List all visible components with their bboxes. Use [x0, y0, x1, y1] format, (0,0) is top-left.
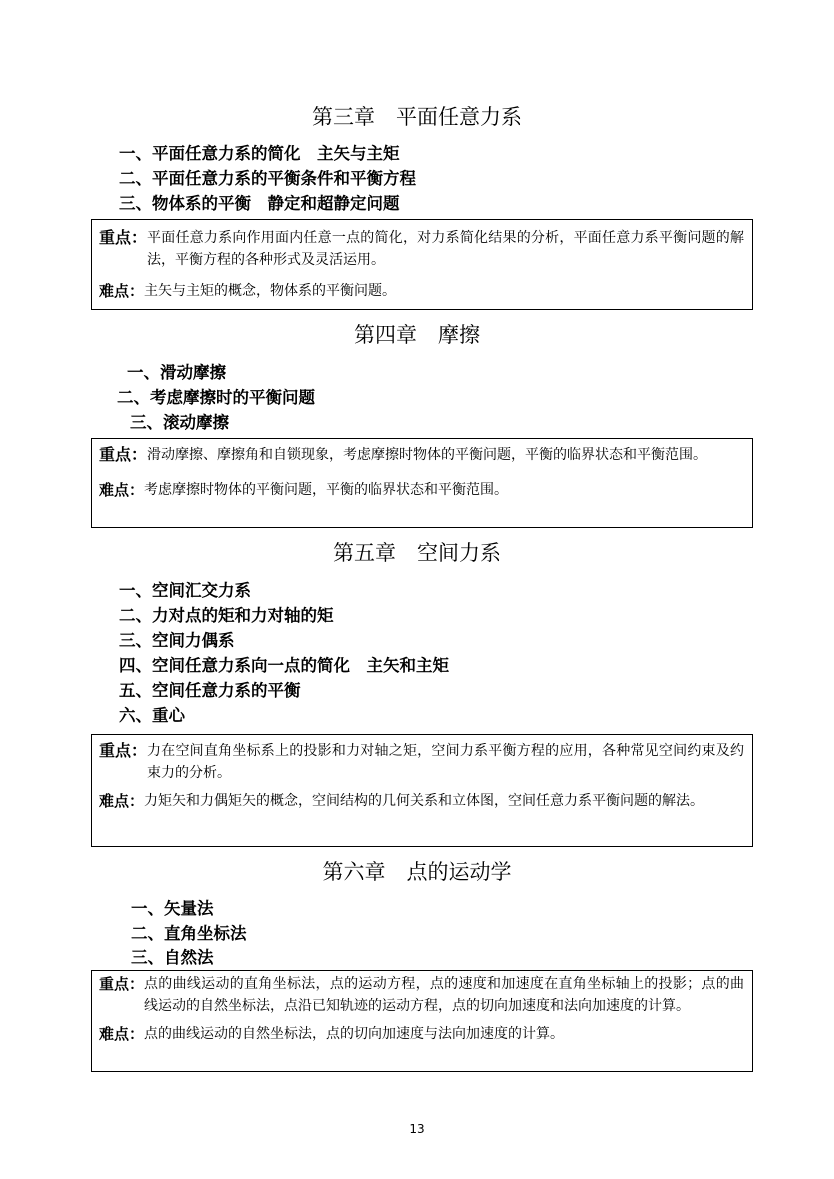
difficult-point-entry [92, 280, 752, 302]
difficult-point-label: 难点： [99, 792, 145, 810]
difficult-point-text: 主矢与主矩的概念，物体系的平衡问题。 [144, 283, 397, 299]
chapter-5-title: 第五章 空间力系 [333, 541, 501, 565]
difficult-point-label: 难点： [99, 282, 145, 300]
chapter-5-topic-6: 六、重心 [119, 706, 185, 725]
difficult-point-text: 力矩矢和力偶矩矢的概念，空间结构的几何关系和立体图，空间任意力系平衡问题的解法。 [144, 793, 705, 809]
chapter-3-title: 第三章 平面任意力系 [312, 105, 522, 129]
difficult-point-text: 考虑摩擦时物体的平衡问题，平衡的临界状态和平衡范围。 [144, 482, 509, 498]
chapter-4-title: 第四章 摩擦 [354, 323, 480, 347]
chapter-4-topic-3: 三、滚动摩擦 [130, 413, 229, 432]
key-point-text: 点的曲线运动的直角坐标法，点的运动方程，点的速度和加速度在直角坐标轴上的投影；点的曲线运动的自然坐标法，点沿已知轨迹的运动方程，点的切向加速度和法向加速度的计算。 [144, 976, 744, 1014]
chapter-5-topic-2: 二、力对点的矩和力对轴的矩 [119, 606, 334, 625]
chapter-4-topic-2: 二、考虑摩擦时的平衡问题 [117, 388, 315, 407]
key-point-label: 重点： [99, 741, 148, 760]
chapter-6-topic-3: 三、自然法 [131, 948, 214, 967]
chapter-4-focus-box [91, 438, 753, 528]
key-point-label: 重点： [99, 228, 148, 247]
key-point-entry [92, 973, 752, 1017]
difficult-point-label: 难点： [99, 1025, 145, 1043]
difficult-point-entry [92, 1023, 752, 1045]
chapter-3-focus-box [91, 219, 753, 310]
chapter-6-title: 第六章 点的运动学 [322, 860, 512, 884]
chapter-3-topic-1: 一、平面任意力系的简化 主矢与主矩 [119, 144, 400, 163]
key-point-entry [92, 227, 752, 271]
key-point-label: 重点： [99, 975, 145, 993]
key-point-text: 力在空间直角坐标系上的投影和力对轴之矩，空间力系平衡方程的应用，各种常见空间约束及约束力的分析。 [147, 743, 744, 781]
key-point-entry [92, 444, 752, 466]
key-point-text: 平面任意力系向作用面内任意一点的简化，对力系简化结果的分析，平面任意力系平衡问题的解法，平衡方程的各种形式及灵活运用。 [147, 230, 744, 268]
difficult-point-text: 点的曲线运动的自然坐标法，点的切向加速度与法向加速度的计算。 [144, 1026, 565, 1042]
key-point-entry [92, 740, 752, 784]
chapter-5-topic-3: 三、空间力偶系 [119, 631, 235, 650]
chapter-3-topic-2: 二、平面任意力系的平衡条件和平衡方程 [119, 169, 416, 188]
key-point-label: 重点： [99, 445, 148, 464]
chapter-6-topic-2: 二、直角坐标法 [131, 924, 247, 943]
difficult-point-entry [92, 479, 752, 501]
chapter-5-focus-box [91, 734, 753, 847]
chapter-4-topic-1: 一、滑动摩擦 [127, 363, 226, 382]
key-point-text: 滑动摩擦、摩擦角和自锁现象，考虑摩擦时物体的平衡问题，平衡的临界状态和平衡范围。 [147, 447, 708, 463]
chapter-3-topic-3: 三、物体系的平衡 静定和超静定问题 [119, 194, 400, 213]
page-number: 13 [409, 1122, 425, 1136]
chapter-5-topic-4: 四、空间任意力系向一点的简化 主矢和主矩 [119, 656, 449, 675]
chapter-5-topic-1: 一、空间汇交力系 [119, 581, 251, 600]
difficult-point-label: 难点： [99, 481, 145, 499]
difficult-point-entry [92, 790, 752, 812]
chapter-5-topic-5: 五、空间任意力系的平衡 [119, 681, 301, 700]
chapter-6-focus-box [91, 970, 753, 1072]
chapter-6-topic-1: 一、矢量法 [131, 899, 214, 918]
